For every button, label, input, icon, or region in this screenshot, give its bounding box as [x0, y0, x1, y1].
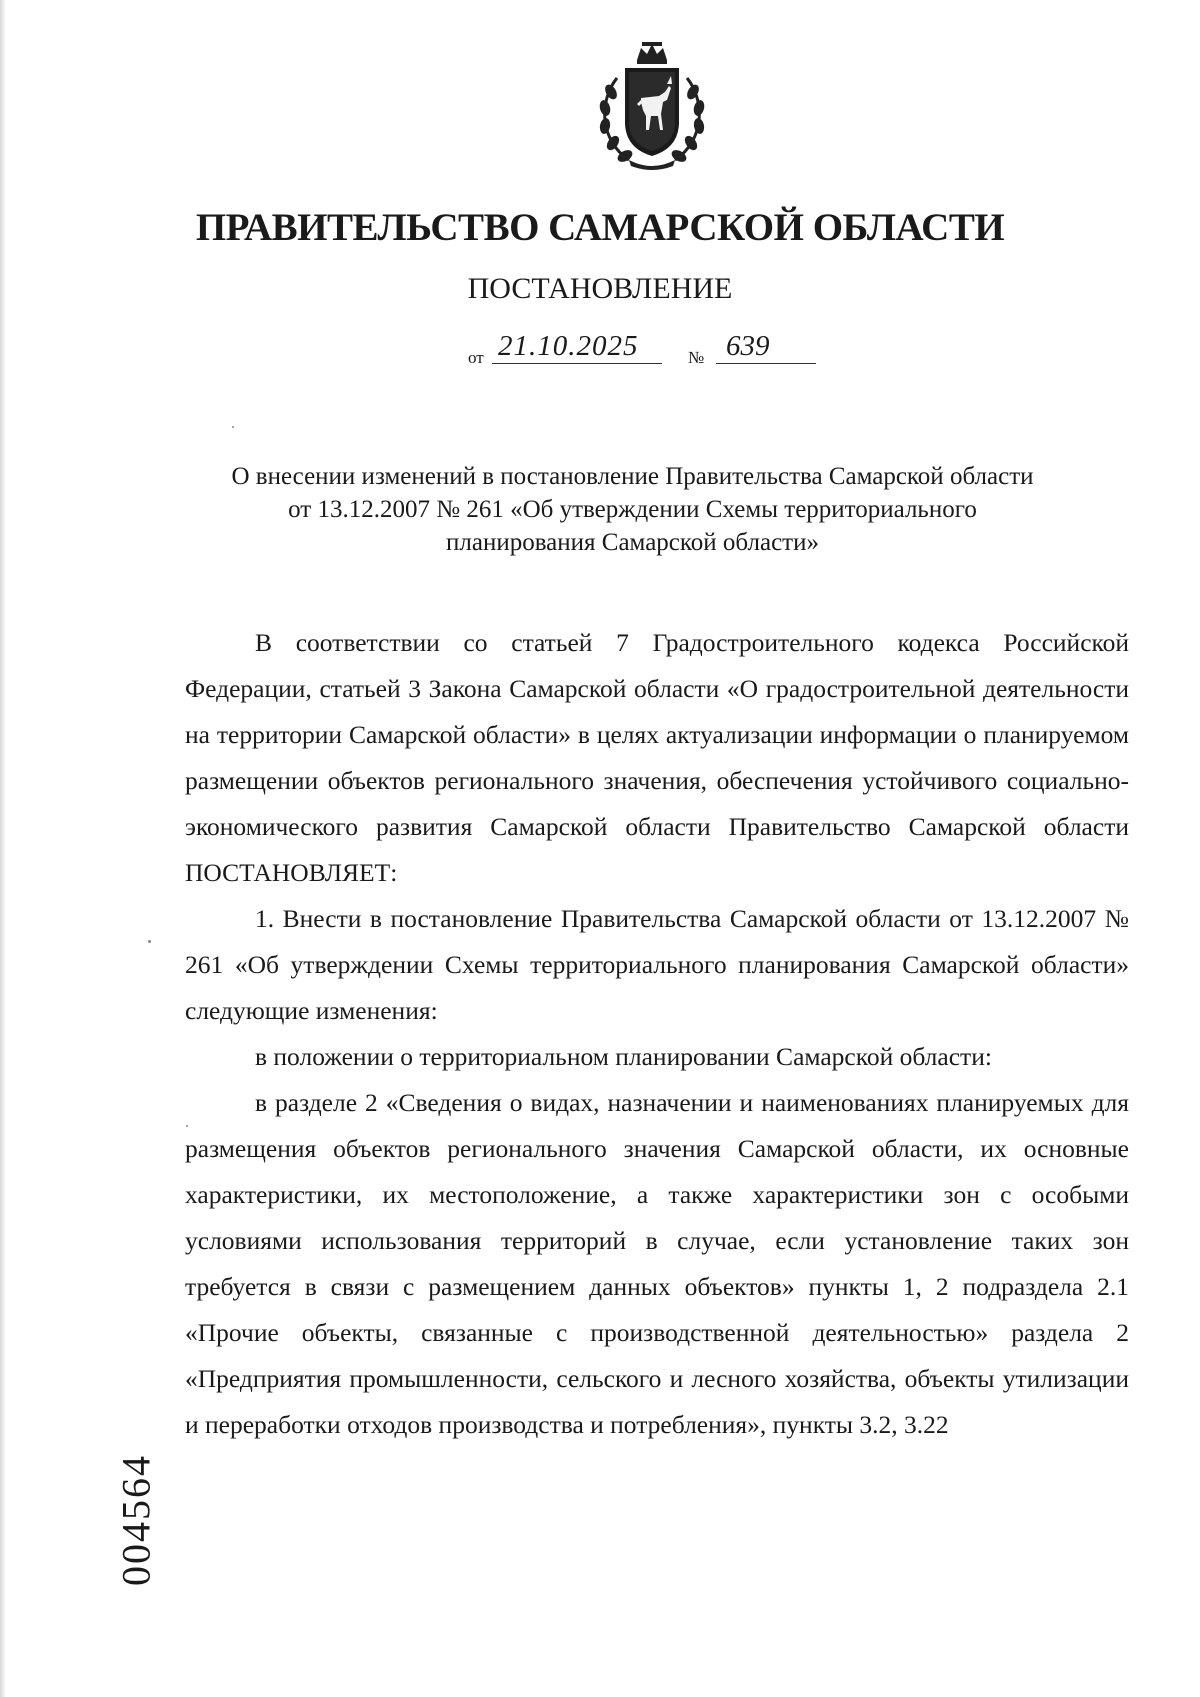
- document-number: 639: [716, 330, 816, 364]
- scan-speck: [186, 1125, 188, 1127]
- body-paragraph-2: 1. Внести в постановление Правительства Самарской области от 13.12.2007 № 261 «Об утверждении Схемы территориального планирования Самарской области» следующие изменения:: [185, 904, 1129, 1025]
- document-body: [185, 620, 1129, 1448]
- scan-edge: [0, 0, 6, 1697]
- serial-number: 004564: [113, 1454, 159, 1586]
- document-date: 21.10.2025: [492, 330, 662, 364]
- subject-line-3: планирования Самарской области»: [446, 529, 819, 556]
- document-type: ПОСТАНОВЛЕНИЕ: [467, 272, 733, 305]
- scan-speck: [232, 426, 234, 428]
- date-prefix: от: [468, 348, 484, 367]
- organization-title: ПРАВИТЕЛЬСТВО САМАРСКОЙ ОБЛАСТИ: [195, 206, 1005, 249]
- body-paragraph-1: В соответствии со статьей 7 Градостроительного кодекса Российской Федерации, статьей 3 Закона Самарской области «О градостроительной деятельности на территории Самарской области» в целях актуализации информации о планируемом размещении объектов регионального значения, обеспечения устойчивого социально-экономического развития Самарской области Правительство Самарской области ПОСТАНОВЛЯЕТ:: [185, 628, 1129, 887]
- subject-line-1: О внесении изменений в постановление Правительства Самарской области: [231, 463, 1034, 490]
- scan-speck: [148, 940, 151, 943]
- body-paragraph-3: в положении о территориальном планировании Самарской области:: [255, 1042, 992, 1071]
- side-serial-stamp: [96, 1440, 176, 1600]
- samara-coat-of-arms-icon: [589, 40, 715, 172]
- date-number-line: [462, 330, 862, 370]
- subject-line-2: от 13.12.2007 № 261 «Об утверждении Схемы территориального: [288, 496, 977, 523]
- number-label: №: [688, 348, 705, 367]
- document-subject: [150, 460, 1115, 559]
- body-paragraph-4: в разделе 2 «Сведения о видах, назначении и наименованиях планируемых для размещения объектов регионального значения Самарской области, их основные характеристики, их местоположение, а также характеристики зон с особыми условиями использования территорий в случае, если установление таких зон требуется в связи с размещением данных объектов» пункты 1, 2 подраздела 2.1 «Прочие объекты, связанные с производственной деятельностью» раздела 2 «Предприятия промышленности, сельского и лесного хозяйства, объекты утилизации и переработки отходов производства и потребления», пункты 3.2, 3.22: [185, 1088, 1129, 1439]
